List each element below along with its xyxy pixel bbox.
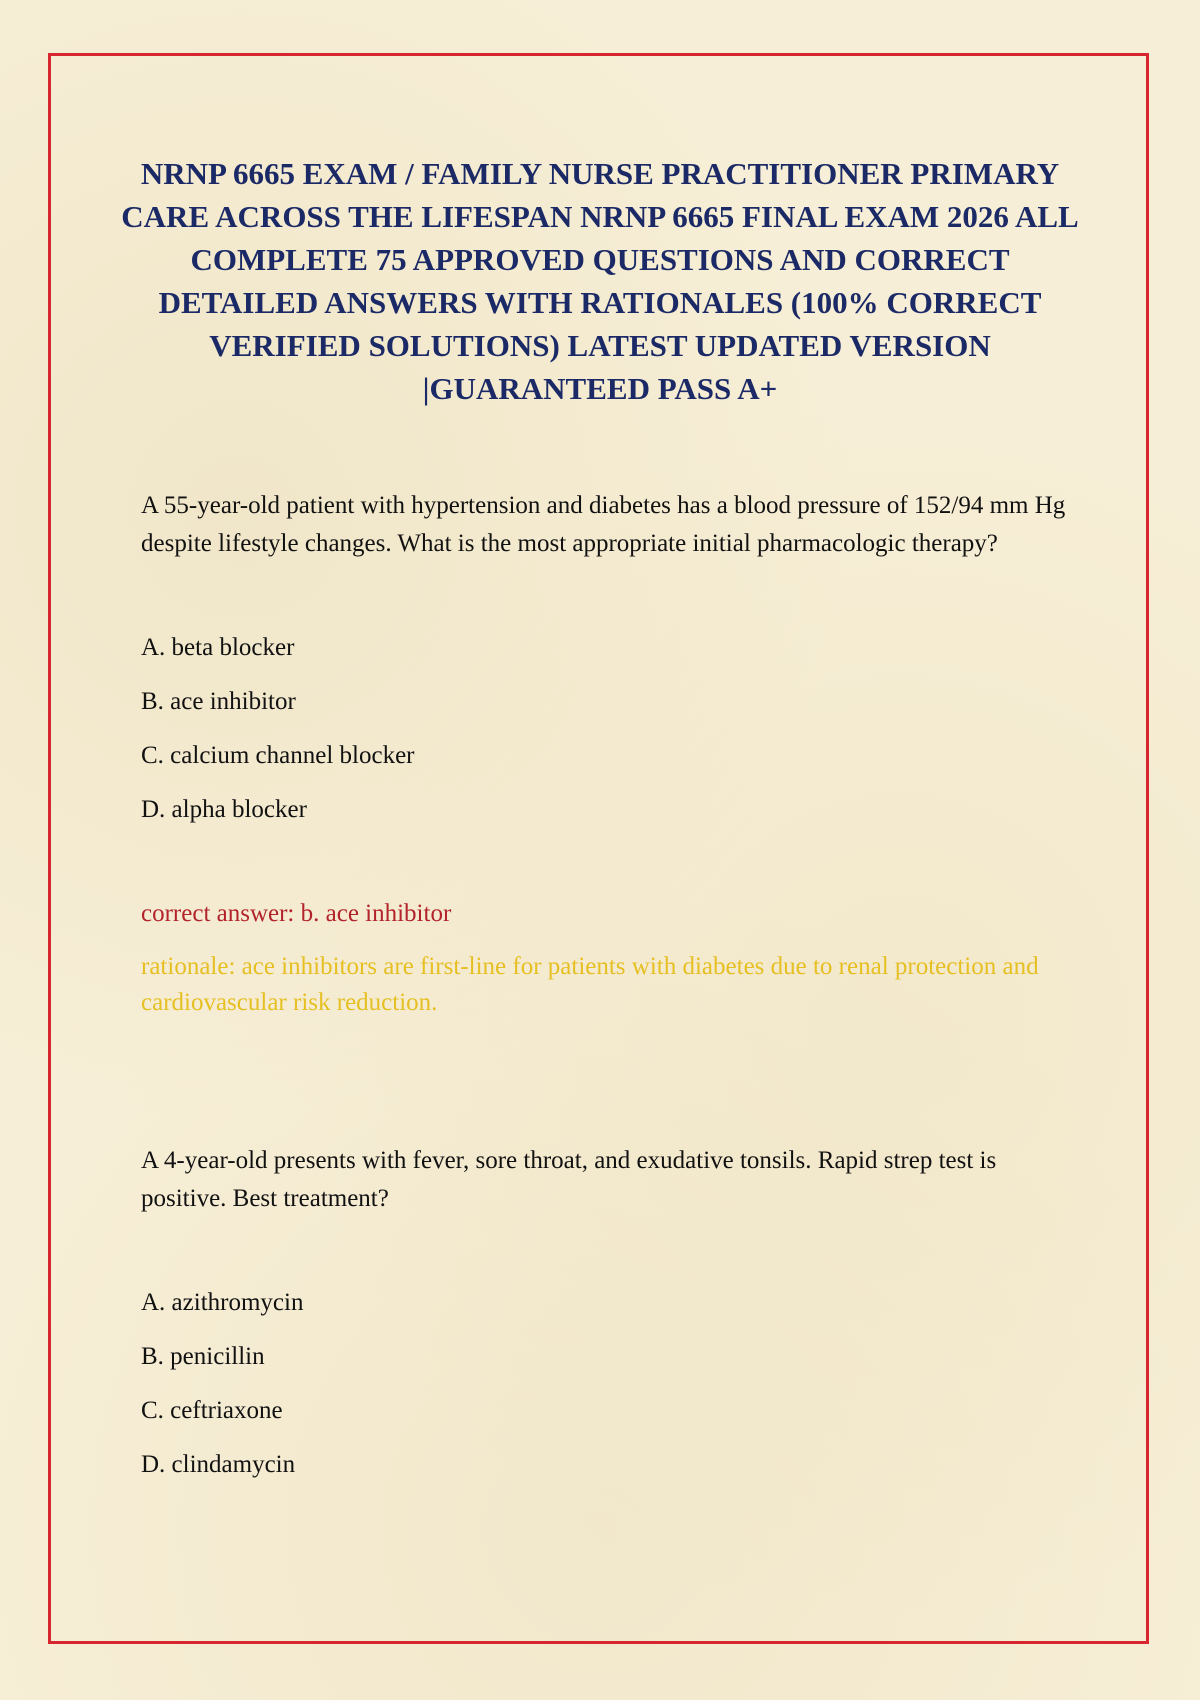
option-b: B. ace inhibitor [141,688,296,715]
question-text: A 55-year-old patient with hypertension and diabetes has a blood pressure of 152/94 mm Hg despite lifestyle changes. What is the most appropriate initial pharmacologic therapy? [141,492,1066,557]
correct-answer: correct answer: b. ace inhibitor [141,900,452,927]
option-a: A. azithromycin [141,1289,304,1316]
question-text: A 4-year-old presents with fever, sore throat, and exudative tonsils. Rapid strep test is positive. Best treatment? [141,1147,997,1212]
question-block-2 [141,1142,1081,1500]
question-block-1 [141,487,1081,1021]
rationale: rationale: ace inhibitors are first-line for patients with diabetes due to renal protection and cardiovascular risk reduction. [141,953,1039,1016]
option-b: B. penicillin [141,1343,265,1370]
document-title: NRNP 6665 EXAM / FAMILY NURSE PRACTITIONER PRIMARY CARE ACROSS THE LIFESPAN NRNP 6665 FINAL EXAM 2026 ALL COMPLETE 75 APPROVED QUESTIONS AND CORRECT DETAILED ANSWERS WITH RATIONALES (100% CORRECT VERIFIED SOLUTIONS) LATEST UPDATED VERSION |GUARANTEED PASS A+ [121,156,1079,406]
options-list [141,629,1081,845]
option-c: C. ceftriaxone [141,1397,283,1424]
option-c: C. calcium channel blocker [141,742,415,769]
option-a: A. beta blocker [141,634,295,661]
options-list [141,1284,1081,1500]
option-d: D. clindamycin [141,1451,296,1478]
option-d: D. alpha blocker [141,796,307,823]
